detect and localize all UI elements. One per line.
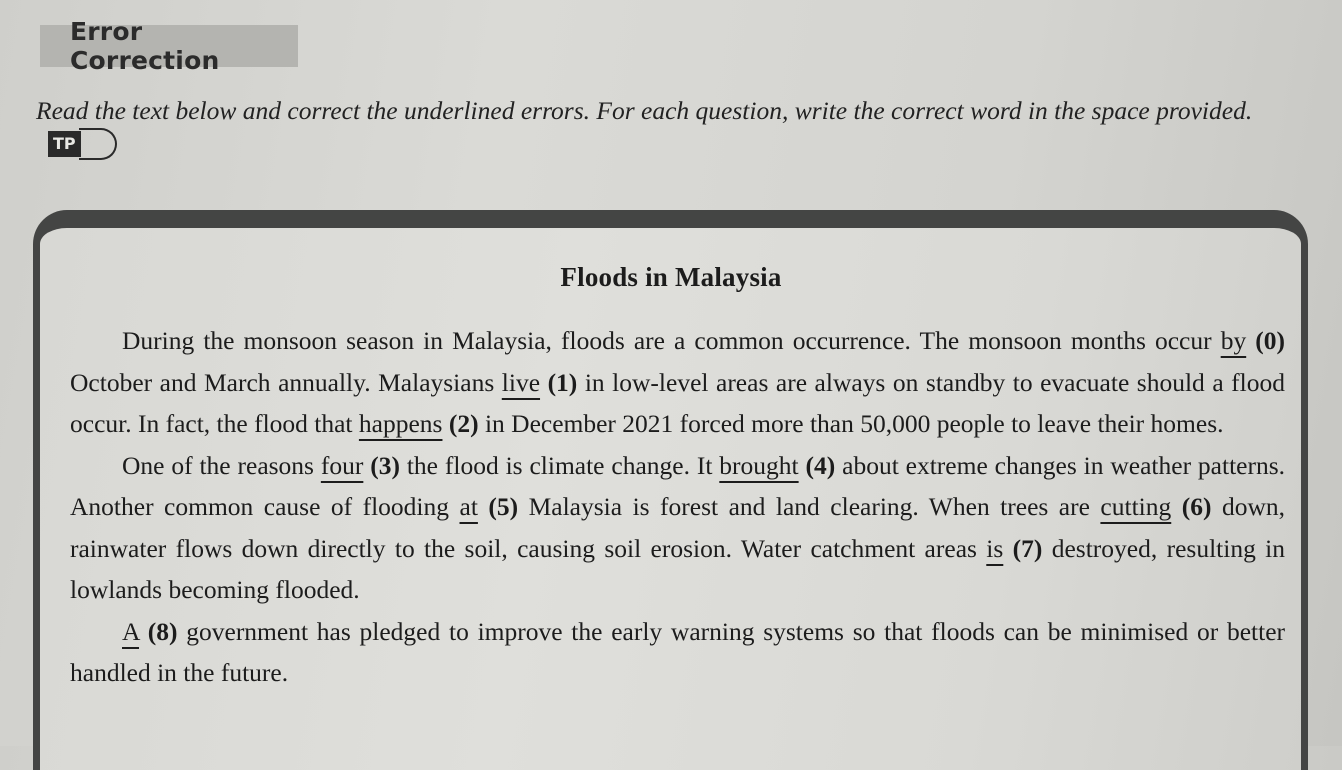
instructions — [36, 94, 1326, 163]
paragraph-1 — [70, 320, 1285, 445]
text-segment: in low-level areas are always on standby to evacuate should a flood occur. In fact, the flood that — [70, 367, 1285, 438]
text-segment: destroyed, resulting in lowlands becoming flooded. — [70, 533, 1286, 604]
paragraph-2 — [70, 445, 1285, 611]
text-segment: During the monsoon season in Malaysia, floods are a common occurrence. The monsoon months occur — [122, 326, 1221, 355]
question-number-7: (7) — [1012, 533, 1043, 563]
question-number-2: (2) — [448, 409, 479, 438]
text-segment: about extreme changes in weather patterns. Another common cause of flooding — [70, 450, 1286, 521]
error-word-6: cutting — [1100, 492, 1172, 521]
question-number-1: (1) — [547, 367, 578, 397]
question-number-5: (5) — [488, 492, 519, 521]
question-number-8: (8) — [147, 616, 178, 646]
section-heading: Error Correction — [70, 17, 220, 75]
error-word-0: by — [1220, 326, 1247, 355]
text-segment: government has pledged to improve the early warning systems so that floods can be minimised or better handled in the future. — [70, 616, 1286, 687]
paragraph-3 — [70, 611, 1285, 694]
section-heading-box — [40, 17, 298, 75]
tp-badge-oval-icon — [79, 128, 117, 160]
question-number-3: (3) — [370, 450, 400, 480]
error-word-3: four — [320, 450, 364, 480]
text-segment: down, rainwater flows down directly to the soil, causing soil erosion. Water catchment areas — [70, 492, 1285, 563]
text-segment: Malaysia is forest and land clearing. When trees are — [518, 492, 1101, 521]
text-segment: October and March annually. Malaysians — [70, 367, 502, 397]
tp-badge — [48, 128, 117, 160]
error-word-1: live — [501, 367, 541, 397]
question-number-4: (4) — [805, 450, 836, 480]
error-word-5: at — [459, 492, 478, 521]
text-segment: in December 2021 forced more than 50,000 people to leave their homes. — [478, 409, 1224, 438]
error-word-8: A — [122, 616, 140, 646]
error-word-4: brought — [719, 450, 799, 480]
question-number-6: (6) — [1181, 492, 1212, 521]
instructions-text: Read the text below and correct the underlined errors. For each question, write the correct word in the space provided. — [36, 96, 1253, 125]
passage-title: Floods in Malaysia — [560, 262, 782, 292]
question-number-0: (0) — [1255, 326, 1285, 355]
passage-body — [70, 320, 1285, 694]
text-segment: One of the reasons — [122, 450, 321, 480]
tp-badge-label: TP — [48, 131, 81, 157]
text-segment: the flood is climate change. It — [399, 450, 720, 480]
error-word-7: is — [986, 533, 1004, 563]
error-word-2: happens — [358, 409, 443, 438]
